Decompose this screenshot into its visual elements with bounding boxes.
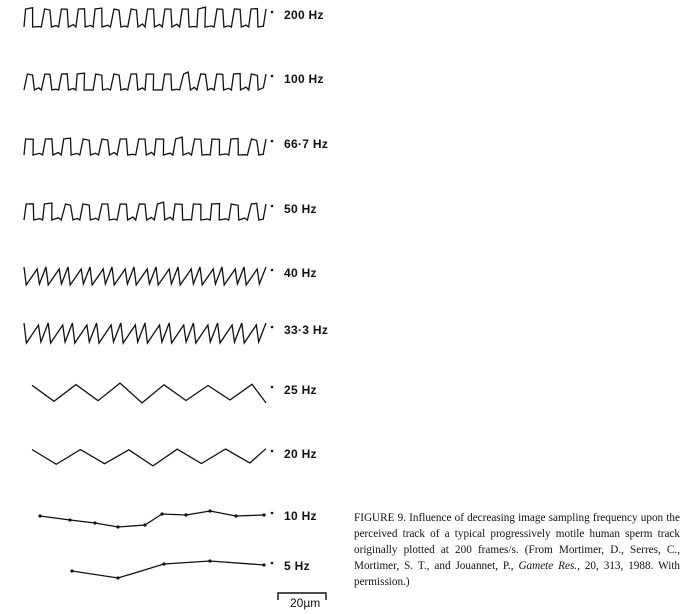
track-end-dot <box>271 450 274 453</box>
track-end-dot <box>271 11 274 14</box>
caption-journal: Gamete Res. <box>518 560 578 572</box>
scale-bar-label: 20µm <box>290 596 321 610</box>
sperm-track-8 <box>40 511 264 527</box>
track-end-dot <box>271 562 274 565</box>
sperm-track-3 <box>24 202 266 220</box>
frequency-label: 50 Hz <box>284 202 317 216</box>
frequency-label: 20 Hz <box>284 447 317 461</box>
sperm-track-0 <box>24 7 266 27</box>
track-point <box>116 576 119 579</box>
sperm-track-9 <box>72 561 264 578</box>
caption-text-end: , 20, 313, 1988. With permission.) <box>354 560 681 588</box>
sperm-track-4 <box>24 267 266 285</box>
track-point <box>262 513 265 516</box>
frequency-label: 200 Hz <box>284 8 324 22</box>
frequency-label: 33·3 Hz <box>284 323 329 337</box>
track-point <box>93 521 96 524</box>
track-point <box>70 569 73 572</box>
frequency-label: 66·7 Hz <box>284 137 329 151</box>
caption-text: Influence of decreasing image sampling frequency upon the perceived track of a typical progressively motile human sperm track originally plotted at 200 frames/s. (From Mortimer, D., Serres, C., Mortimer, S. T., and Jouannet, P., <box>354 512 680 572</box>
figure-number: FIGURE 9. <box>354 512 406 524</box>
sperm-track-1 <box>24 72 266 90</box>
track-end-dot <box>271 326 274 329</box>
track-end-dot <box>271 386 274 389</box>
track-point <box>208 509 211 512</box>
track-point <box>208 559 211 562</box>
frequency-label: 40 Hz <box>284 266 317 280</box>
track-end-dot <box>271 75 274 78</box>
track-end-dot <box>271 140 274 143</box>
track-point <box>160 512 163 515</box>
track-point <box>234 514 237 517</box>
track-point <box>184 513 187 516</box>
track-end-dot <box>271 512 274 515</box>
track-point <box>38 514 41 517</box>
frequency-label: 25 Hz <box>284 383 317 397</box>
sperm-track-6 <box>32 383 266 403</box>
sperm-track-7 <box>32 449 266 466</box>
frequency-label: 5 Hz <box>284 559 310 573</box>
track-end-dot <box>271 205 274 208</box>
frequency-label: 100 Hz <box>284 72 324 86</box>
track-point <box>262 563 265 566</box>
figure-caption <box>354 510 680 590</box>
track-point <box>116 525 119 528</box>
track-point <box>143 523 146 526</box>
track-point <box>68 518 71 521</box>
frequency-label: 10 Hz <box>284 509 317 523</box>
track-point <box>162 562 165 565</box>
sperm-track-5 <box>24 323 266 343</box>
track-end-dot <box>271 269 274 272</box>
sperm-track-2 <box>24 137 266 155</box>
